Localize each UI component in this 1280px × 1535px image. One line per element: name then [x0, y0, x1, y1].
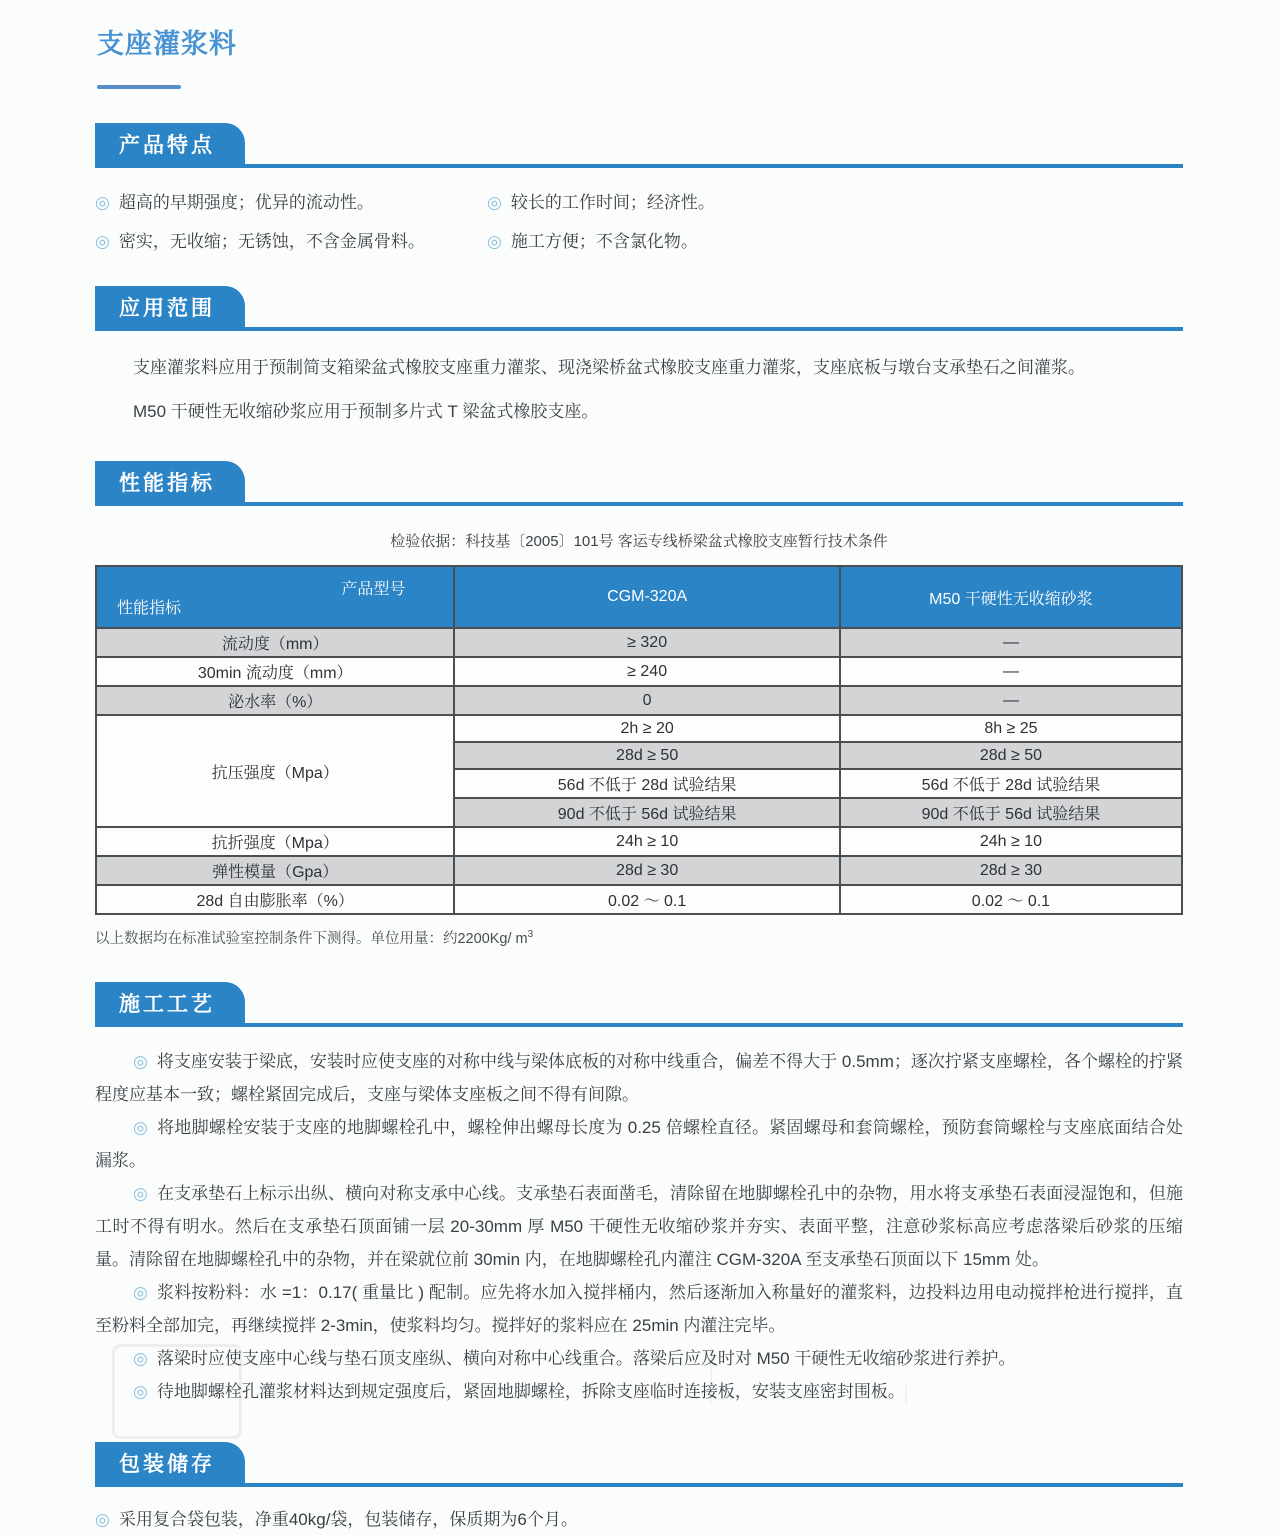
process-step-text: 在支承垫石上标示出纵、横向对称支承中心线。支承垫石表面凿毛，清除留在地脚螺栓孔中的杂物，用水将支承垫石表面浸湿饱和，但施工时不得有明水。然后在支承垫石顶面铺一层 20-30mm 厚 M50 干硬性无收缩砂浆并夯实、表面平整，注意砂浆标高应考虑落梁后砂浆的压缩量。清除留在地脚螺栓孔中的杂物，并在梁就位前 30min 内，在地脚螺栓孔内灌注 CGM-320A 至支承垫石顶面以下 15mm 处。 [95, 1184, 1183, 1269]
section-tab-features: 产品特点 [95, 123, 245, 164]
footnote-text: 以上数据均在标准试验室控制条件下测得。单位用量：约2200Kg/ m [95, 931, 528, 947]
row-label: 弹性模量（Gpa） [96, 856, 454, 885]
section-header-features [95, 123, 1183, 168]
table-row [96, 827, 1182, 856]
feature-item [95, 188, 487, 213]
packaging-text [95, 1505, 1183, 1535]
section-tab-performance: 性能指标 [95, 461, 245, 502]
process-step [95, 1375, 1183, 1408]
bullet-icon: ◎ [133, 1283, 148, 1302]
section-header-performance [95, 461, 1183, 506]
row-label: 30min 流动度（mm） [96, 657, 454, 686]
section-header-application [95, 286, 1183, 331]
application-paragraph: M50 干硬性无收缩砂浆应用于预制多片式 T 梁盆式橡胶支座。 [133, 402, 599, 421]
process-step-text: 将地脚螺栓安装于支座的地脚螺栓孔中，螺栓伸出螺母长度为 0.25 倍螺栓直径。紧固螺母和套筒螺栓，预防套筒螺栓与支座底面结合处漏浆。 [95, 1118, 1184, 1170]
cell-cgm: 28d ≥ 30 [454, 856, 840, 885]
row-label: 泌水率（%） [96, 686, 454, 715]
table-corner-cell [96, 566, 454, 628]
bullet-icon: ◎ [133, 1184, 148, 1203]
feature-text: 施工方便；不含氯化物。 [510, 232, 698, 251]
process-step-text: 待地脚螺栓孔灌浆材料达到规定强度后，紧固地脚螺栓，拆除支座临时连接板，安装支座密封围板。 [156, 1382, 905, 1401]
row-label-compressive: 抗压强度（Mpa） [96, 715, 454, 827]
row-label: 28d 自由膨胀率（%） [96, 885, 454, 914]
table-row [96, 885, 1182, 914]
bullet-icon: ◎ [133, 1382, 148, 1401]
cell-cgm: 90d 不低于 56d 试验结果 [454, 798, 840, 827]
cell-m50: 24h ≥ 10 [840, 827, 1182, 856]
table-row [96, 856, 1182, 885]
table-row [96, 715, 1182, 742]
row-label: 抗折强度（Mpa） [96, 827, 454, 856]
features-list [95, 188, 1183, 252]
section-tab-packaging: 包装储存 [95, 1442, 245, 1483]
cell-cgm: 56d 不低于 28d 试验结果 [454, 769, 840, 798]
process-step-text: 浆料按粉料：水 =1：0.17( 重量比 ) 配制。应先将水加入搅拌桶内，然后逐渐加入称量好的灌浆料，边投料边用电动搅拌枪进行搅拌，直至粉料全部加完，再继续搅拌 2-3min，使浆料均匀。搅拌好的浆料应在 25min 内灌注完毕。 [95, 1283, 1183, 1335]
feature-text: 超高的早期强度；优异的流动性。 [118, 193, 374, 212]
cell-cgm: 0 [454, 686, 840, 715]
footnote-superscript: 3 [527, 929, 534, 941]
column-header-m50: M50 干硬性无收缩砂浆 [840, 566, 1182, 628]
column-header-cgm320a: CGM-320A [454, 566, 840, 628]
cell-cgm: ≥ 240 [454, 657, 840, 686]
bullet-icon: ◎ [133, 1349, 148, 1368]
bullet-icon: ◎ [487, 232, 502, 251]
process-step [95, 1342, 1183, 1375]
section-tab-construction: 施工工艺 [95, 982, 245, 1023]
feature-item [487, 188, 1183, 213]
table-row [96, 657, 1182, 686]
bullet-icon: ◎ [95, 193, 110, 212]
cell-cgm: ≥ 320 [454, 628, 840, 657]
section-header-packaging [95, 1442, 1183, 1487]
cell-m50: 0.02 ～ 0.1 [840, 885, 1182, 914]
cell-cgm: 2h ≥ 20 [454, 715, 840, 742]
application-text [95, 353, 1183, 427]
table-row [96, 628, 1182, 657]
construction-steps [95, 1045, 1183, 1408]
packaging-item [95, 1505, 1183, 1535]
feature-text: 密实，无收缩；无锈蚀，不含金属骨料。 [118, 232, 425, 251]
table-footnote [95, 927, 1183, 948]
process-step [95, 1045, 1183, 1111]
process-step [95, 1276, 1183, 1342]
cell-cgm: 28d ≥ 50 [454, 742, 840, 769]
process-step [95, 1177, 1183, 1276]
process-step-text: 将支座安装于梁底，安装时应使支座的对称中线与梁体底板的对称中线重合，偏差不得大于 0.5mm；逐次拧紧支座螺栓，各个螺栓的拧紧程度应基本一致；螺栓紧固完成后，支座与梁体支座板之间不得有间隙。 [95, 1052, 1183, 1104]
corner-label-performance-index: 性能指标 [117, 600, 182, 617]
cell-cgm: 24h ≥ 10 [454, 827, 840, 856]
bullet-icon: ◎ [95, 232, 110, 251]
feature-item [487, 227, 1183, 252]
cell-m50: — [840, 686, 1182, 715]
cell-m50: 28d ≥ 50 [840, 742, 1182, 769]
process-step-text: 落梁时应使支座中心线与垫石顶支座纵、横向对称中心线重合。落梁后应及时对 M50 干硬性无收缩砂浆进行养护。 [156, 1349, 1016, 1368]
bullet-icon: ◎ [95, 1510, 110, 1529]
corner-label-product-model: 产品型号 [341, 581, 406, 598]
application-paragraph: 支座灌浆料应用于预制简支箱梁盆式橡胶支座重力灌浆、现浇梁桥盆式橡胶支座重力灌浆，支座底板与墩台支承垫石之间灌浆。 [133, 358, 1085, 377]
bullet-icon: ◎ [133, 1052, 148, 1071]
performance-table [95, 565, 1183, 915]
test-basis-note: 检验依据：科技基〔2005〕101号 客运专线桥梁盆式橡胶支座暂行技术条件 [390, 533, 888, 550]
bullet-icon: ◎ [487, 193, 502, 212]
section-tab-application: 应用范围 [95, 286, 245, 327]
packaging-item-text: 采用复合袋包装，净重40kg/袋，包装储存，保质期为6个月。 [118, 1510, 578, 1529]
cell-m50: 56d 不低于 28d 试验结果 [840, 769, 1182, 798]
section-header-construction [95, 982, 1183, 1027]
cell-m50: — [840, 657, 1182, 686]
row-label: 流动度（mm） [96, 628, 454, 657]
page-title: 支座灌浆料 [97, 29, 237, 59]
cell-m50: 90d 不低于 56d 试验结果 [840, 798, 1182, 827]
feature-item [95, 227, 487, 252]
cell-m50: — [840, 628, 1182, 657]
bullet-icon: ◎ [133, 1118, 149, 1137]
cell-m50: 8h ≥ 25 [840, 715, 1182, 742]
cell-cgm: 0.02 ～ 0.1 [454, 885, 840, 914]
title-underline [97, 85, 181, 89]
table-row [96, 686, 1182, 715]
cell-m50: 28d ≥ 30 [840, 856, 1182, 885]
feature-text: 较长的工作时间；经济性。 [510, 193, 715, 212]
table-header-row [96, 566, 1182, 628]
process-step [95, 1111, 1183, 1177]
